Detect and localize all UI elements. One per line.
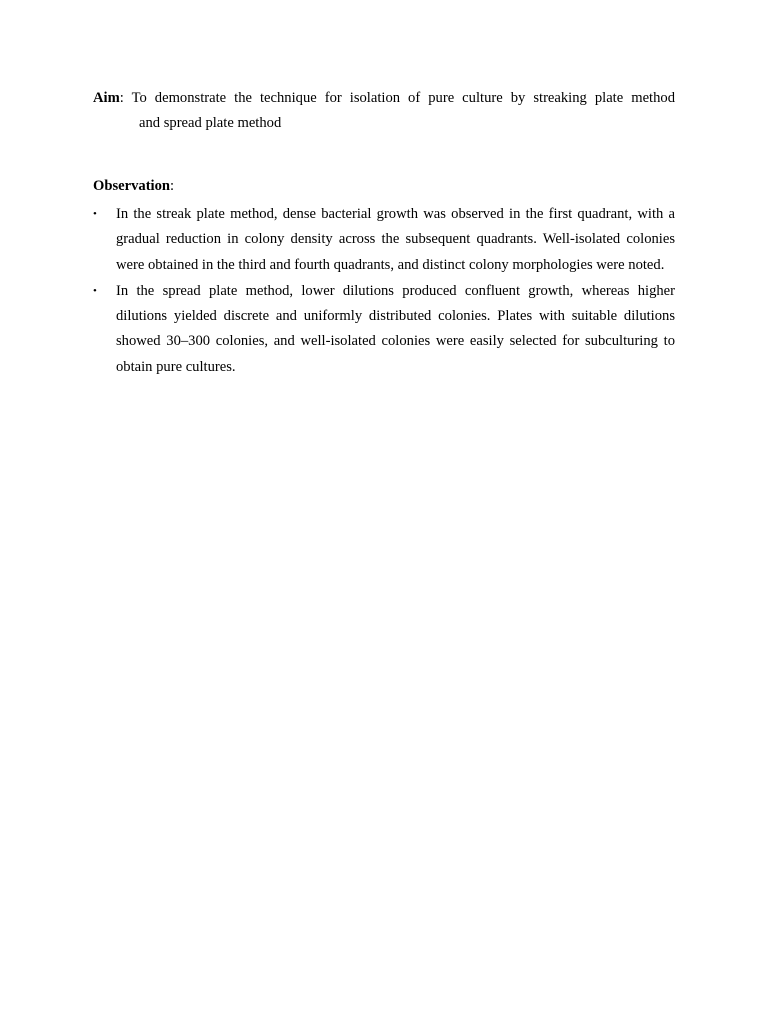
list-item xyxy=(93,279,675,380)
aim-first-line xyxy=(93,86,675,111)
observation-heading xyxy=(93,175,174,197)
list-item xyxy=(93,202,675,278)
aim-separator: : xyxy=(119,90,124,106)
bullet-icon: • xyxy=(93,208,97,220)
observation-list xyxy=(93,202,675,381)
aim-text-line2: and spread plate method xyxy=(139,115,282,131)
aim-text-line1: To demonstrate the technique for isolation of pure culture by streaking plate method xyxy=(131,90,675,106)
observation-separator: : xyxy=(170,178,175,194)
bullet-icon: • xyxy=(93,284,97,297)
aim-label: Aim xyxy=(93,90,120,106)
observation-label: Observation xyxy=(93,178,171,194)
aim-section xyxy=(93,86,675,136)
observation-item-text: In the streak plate method, dense bacterial growth was observed in the first quadrant, with a gradual reduction in colony density across the subsequent quadrants. Well-isolated colonies were obtained in the third and fourth quadrants, and distinct colony morphologies were noted. xyxy=(116,206,675,273)
observation-item-text: In the spread plate method, lower dilutions produced confluent growth, whereas higher dilutions yielded discrete and uniformly distributed colonies. Plates with suitable dilutions showed 30–300 colonies, and well-isolated colonies were easily selected for subculturing to obtain pure cultures. xyxy=(116,282,675,375)
